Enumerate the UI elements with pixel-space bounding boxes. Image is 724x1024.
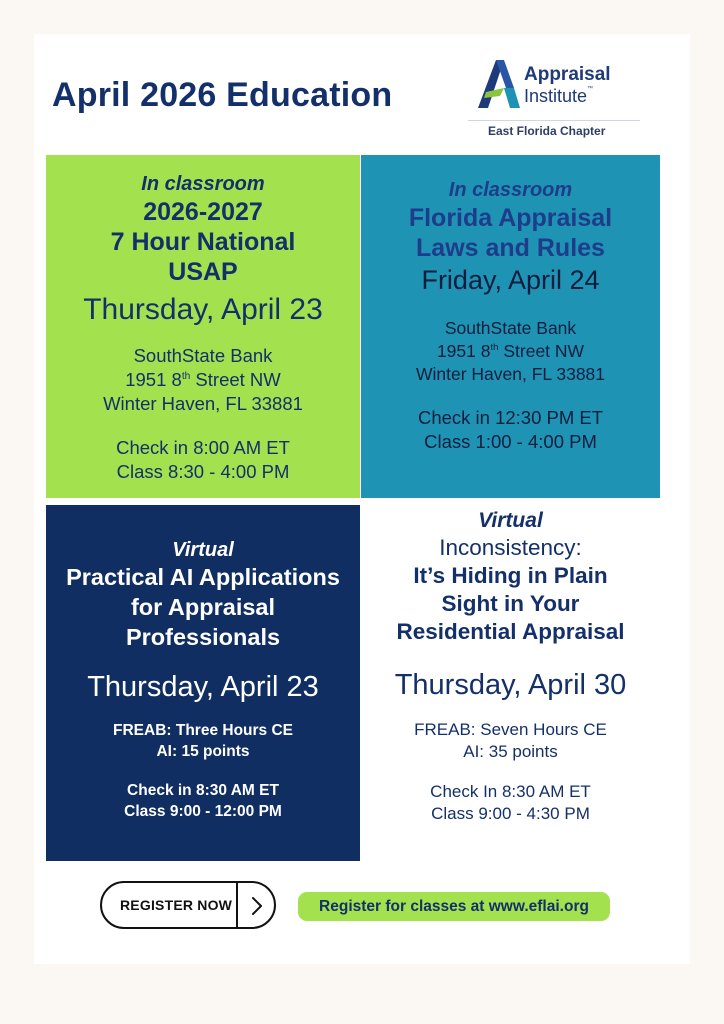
register-now-label: REGISTER NOW — [120, 897, 233, 913]
class-title-first-line: Inconsistency: — [439, 535, 582, 560]
venue-city: Winter Haven, FL 33881 — [103, 393, 303, 414]
logo-divider — [468, 120, 640, 121]
class-time: Class 8:30 - 4:00 PM — [116, 461, 290, 482]
freab-credit: FREAB: Seven Hours CE — [414, 720, 607, 739]
register-now-button[interactable] — [100, 881, 276, 929]
ai-credit: AI: 35 points — [463, 742, 558, 761]
class-date: Thursday, April 30 — [394, 669, 627, 701]
class-time: Class 1:00 - 4:00 PM — [424, 431, 597, 452]
class-title-line: for Appraisal — [130, 594, 276, 620]
ai-credit: AI: 15 points — [156, 743, 250, 760]
class-date: Thursday, April 23 — [87, 671, 319, 703]
freab-credit: FREAB: Three Hours CE — [113, 722, 293, 739]
venue-city: Winter Haven, FL 33881 — [415, 364, 606, 384]
register-website-text: Register for classes at www.eflai.org — [319, 898, 589, 915]
class-format: Virtual — [478, 509, 543, 532]
checkin-time: Check In 8:30 AM ET — [430, 782, 591, 801]
class-format: In classroom — [141, 173, 265, 195]
class-date: Thursday, April 23 — [83, 293, 323, 326]
class-format: In classroom — [448, 179, 573, 201]
venue-street: 1951 8th Street NW — [125, 369, 281, 390]
page-title: April 2026 Education — [52, 76, 393, 114]
chevron-right-icon — [246, 895, 268, 917]
chapter-name: East Florida Chapter — [488, 124, 606, 138]
class-title-line: Laws and Rules — [416, 234, 605, 262]
venue-name: SouthState Bank — [133, 345, 273, 366]
class-title-line: Residential Appraisal — [396, 619, 625, 644]
class-format: Virtual — [172, 539, 234, 561]
class-title-line: 2026-2027 — [143, 198, 263, 226]
class-title-line: Sight in Your — [441, 591, 580, 616]
class-title-line: Florida Appraisal — [408, 204, 613, 232]
class-time: Class 9:00 - 4:30 PM — [431, 804, 590, 823]
class-title-line: Professionals — [125, 624, 281, 650]
class-time: Class 9:00 - 12:00 PM — [124, 803, 282, 820]
venue-name: SouthState Bank — [444, 318, 577, 338]
class-card-practical-ai — [46, 505, 360, 861]
button-divider — [236, 883, 238, 927]
class-title-line: 7 Hour National — [110, 228, 296, 256]
logo-text-institute: Institute™ — [524, 86, 594, 106]
class-card-usap — [46, 155, 360, 498]
appraisal-institute-logo — [468, 56, 640, 144]
checkin-time: Check in 8:30 AM ET — [127, 782, 279, 799]
class-date: Friday, April 24 — [421, 265, 600, 295]
checkin-time: Check in 8:00 AM ET — [116, 437, 290, 458]
appraisal-institute-logo-icon — [474, 58, 520, 110]
class-title-line: USAP — [168, 258, 238, 286]
venue-street: 1951 8th Street NW — [436, 341, 585, 361]
checkin-time: Check in 12:30 PM ET — [417, 407, 604, 428]
logo-text-appraisal: Appraisal — [524, 64, 611, 85]
register-website-banner[interactable] — [298, 892, 610, 921]
trademark-mark: ™ — [587, 86, 594, 92]
class-card-inconsistency — [361, 505, 660, 861]
class-title-line: Practical AI Applications — [66, 564, 340, 590]
class-card-florida-laws — [361, 155, 660, 498]
class-title-line: It’s Hiding in Plain — [413, 563, 608, 588]
